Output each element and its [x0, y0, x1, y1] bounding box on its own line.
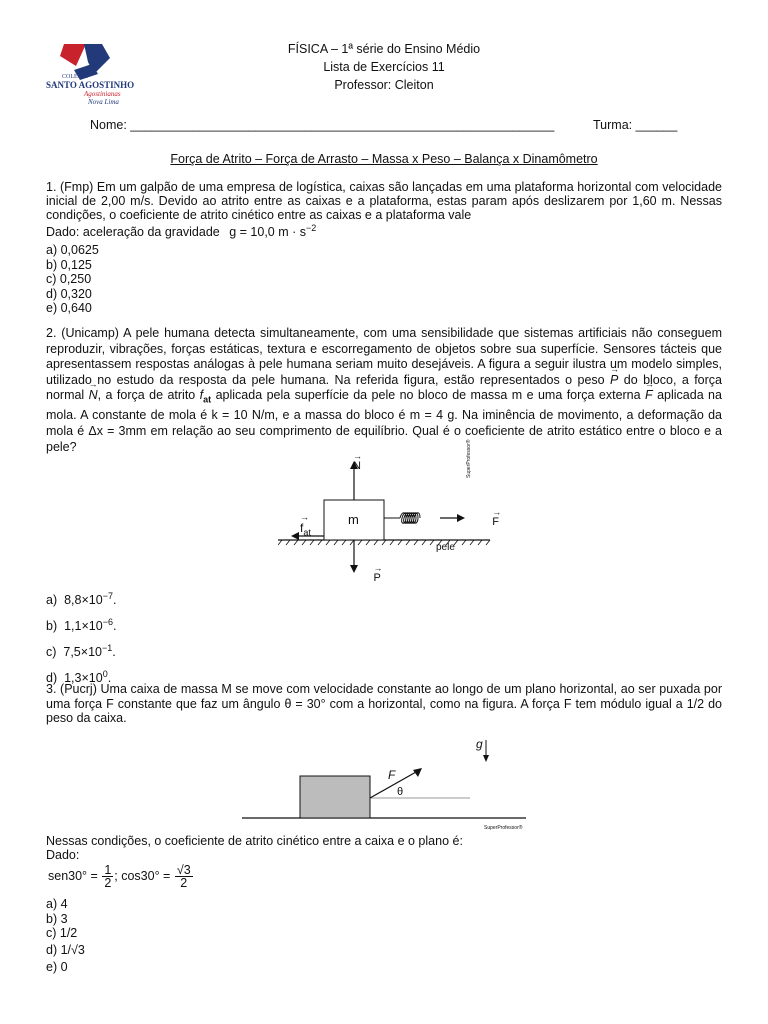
fig3-label-theta: θ	[397, 786, 404, 798]
question-3-given: Dado:	[46, 848, 80, 862]
option-c: c) 1/2	[46, 926, 78, 940]
topic-title: Força de Atrito – Força de Arrasto – Massa x Peso – Balança x Dinamômetro	[170, 152, 598, 166]
sen-fraction: $\frac{1}{2}$	[104, 863, 112, 890]
vector-N: → N	[89, 388, 98, 404]
option-b: b) 3	[46, 911, 68, 926]
question-3-options	[46, 897, 85, 975]
fig2-label-m: m	[348, 512, 359, 527]
fig3-label-F: F	[388, 768, 396, 782]
trig-values: sen30° = $\frac{1}{2}$ ; cos30° = $\frac{√3}{2}$	[48, 863, 191, 890]
figure-block-spring	[278, 448, 492, 584]
option-b: b) 0,125	[46, 257, 92, 272]
cos-fraction: $\frac{√3}{2}$	[176, 863, 191, 890]
option-e: e) 0	[46, 960, 68, 974]
fig3-credit: SuperProfessor®	[484, 825, 523, 831]
vector-F: → F	[645, 388, 653, 404]
fig2-credit: SuperProfessor®	[466, 439, 472, 478]
fig2-label-fat: → $f_{at}$	[300, 521, 311, 537]
option-c: c) 0,250	[46, 272, 92, 286]
question-2-options	[46, 585, 116, 689]
class-field: Turma: ______	[593, 118, 678, 132]
gravity-formula: g = 10,0 $m \cdot s^{-2}$	[229, 223, 317, 239]
question-2-text: 2. (Unicamp) A pele humana detecta simultaneamente, com uma sensibilidade que sistemas artificiais não conseguem reproduzir, vibrações, forças estáticas, textura e escorregamento de objetos sobre sua superfície. Sensores tácteis que apresentassem respostas análogas à pele humana seriam muito desejáveis. A figura a seguir ilustra um modelo simples, utilizado no estudo da resposta da pele humana. Na referida figura, estão representados o peso → P do bloco, a força normal → N, a força de atrito $f_{at}$ aplicada pela superfície da pele no bloco de massa m e uma força externa → F aplicada na mola. A constante de mola é k = 10 N/m, e a massa do bloco é m = 4 g. Na iminência de movimento, a deformação da mola é Δx = 3mm em relação ao seu comprimento de equilíbrio. Qual é o coeficiente de atrito estático entre o bloco e a pele?	[46, 326, 722, 455]
fig2-label-F: → F	[492, 516, 499, 528]
fig2-label-P: → P	[373, 572, 380, 584]
logo-text-1: COLÉGIO	[62, 74, 89, 80]
vector-P: → P	[610, 373, 618, 389]
question-1-given	[46, 223, 316, 239]
option-b: b) $1,1\times 10^{-6}$.	[46, 617, 117, 633]
name-field: Nome: _____________________________________________________________	[90, 118, 555, 132]
angle-value: θ = 30°	[284, 696, 326, 711]
question-1-text: 1. (Fmp) Em um galpão de uma empresa de logística, caixas são lançadas em uma plataforma horizontal com velocidade inicial de 2,00 m/s. Devido ao atrito entre as caixas e a plataforma, estas param após deslizarem por 1,60 m. Nessas condições, o coeficiente de atrito cinético entre as caixas e a plataforma vale	[46, 180, 722, 222]
option-a: a) 4	[46, 897, 68, 911]
fig2-label-N: → N	[353, 460, 361, 472]
option-d: d) 1/√3	[46, 942, 85, 957]
header-teacher: Professor: Cleiton	[334, 78, 434, 92]
logo-text-2: SANTO AGOSTINHO	[46, 80, 135, 90]
box	[300, 776, 370, 818]
option-a: a) $8,8\times 10^{-7}$.	[46, 591, 117, 607]
friction-symbol: $f_{at}$	[199, 388, 212, 405]
logo-text-4: Nova Lima	[88, 98, 119, 106]
header-list: Lista de Exercícios 11	[323, 60, 445, 74]
fig2-label-skin: pele	[436, 542, 455, 553]
logo-text-3: Agostinianas	[84, 90, 121, 98]
question-1-options	[46, 243, 99, 316]
header-subject: FÍSICA – 1ª série do Ensino Médio	[287, 42, 481, 56]
question-3-prompt: Nessas condições, o coeficiente de atrito cinético entre a caixa e o plano é:	[46, 834, 463, 848]
option-d: d) 0,320	[46, 286, 92, 301]
question-3-text: 3. (Pucrj) Uma caixa de massa M se move com velocidade constante ao longo de um plano horizontal, ao ser puxada por uma força F constante que faz um ângulo θ = 30° com a horizontal, como na figura. A força F tem módulo igual a 1/2 do peso da caixa.	[46, 682, 722, 725]
deformation: Δx = 3mm	[88, 424, 147, 439]
option-d: d) $1,3\times 10^0$.	[46, 669, 112, 685]
option-c: c) $7,5\times 10^{-1}$.	[46, 643, 116, 659]
option-e: e) 0,640	[46, 301, 92, 315]
given-label: Dado: aceleração da gravidade	[46, 225, 220, 239]
option-a: a) 0,0625	[46, 243, 99, 257]
fig3-label-g: g	[476, 737, 483, 751]
figure-box-pulled	[242, 728, 526, 832]
